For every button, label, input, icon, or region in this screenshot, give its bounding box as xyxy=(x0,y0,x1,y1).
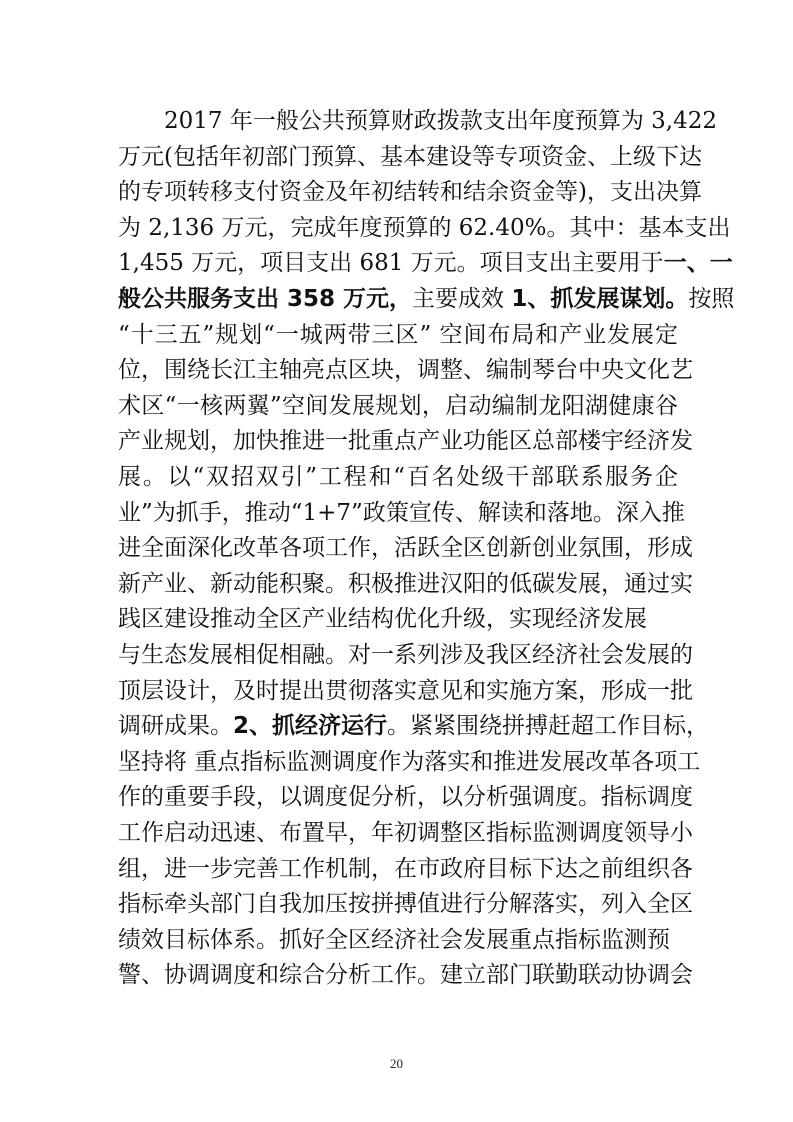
text-segment: 业”为抓手，推动“1+7”政策宣传、解读和落地。深入推 xyxy=(118,500,685,526)
text-segment: 新产业、新动能积聚。积极推进汉阳的低碳发展，通过实 xyxy=(118,571,693,597)
text-line xyxy=(118,460,678,494)
text-line xyxy=(118,140,702,174)
text-line xyxy=(118,852,693,886)
text-segment: 为 2,136 万元，完成年度预算的 62.40%。其中：基本支出 xyxy=(118,215,731,241)
bold-text-segment: 1、抓发展谋划。 xyxy=(511,286,689,312)
text-line xyxy=(118,567,693,601)
text-segment: 组，进一步完善工作机制，在市政府目标下达之前组织各 xyxy=(118,856,693,882)
text-segment: 的专项转移支付资金及年初结转和结余资金等)，支出决算 xyxy=(118,179,702,205)
text-line xyxy=(118,282,735,316)
bold-text-segment: 般公共服务支出 358 万元， xyxy=(118,286,413,312)
text-line xyxy=(118,709,710,743)
text-segment: 坚持将 重点指标监测调度作为落实和推进发展改革各项工 xyxy=(118,749,701,775)
text-segment: 践区建设推动全区产业结构优化升级，实现经济发展 xyxy=(118,606,647,632)
text-line xyxy=(118,602,678,636)
text-line xyxy=(118,780,693,814)
text-line xyxy=(118,923,678,957)
text-segment: 与生态发展相促相融。对一系列涉及我区经济社会发展的 xyxy=(118,642,693,668)
text-segment: 。紧紧围绕拼搏赶超工作目标， xyxy=(387,713,710,739)
bold-text-segment: 2、抓经济运行 xyxy=(233,713,388,739)
text-line xyxy=(118,318,678,352)
text-segment: 顶层设计，及时提出贯彻落实意见和实施方案，形成一批 xyxy=(118,678,693,704)
text-line xyxy=(118,496,685,530)
text-segment: 指标牵头部门自我加压按拼搏值进行分解落实，列入全区 xyxy=(118,891,693,917)
text-line xyxy=(118,745,701,779)
text-line xyxy=(118,424,693,458)
text-segment: 2017 年一般公共预算财政拨款支出年度预算为 3,422 xyxy=(164,108,717,134)
text-line xyxy=(118,816,693,850)
page-number: 20 xyxy=(390,1056,403,1071)
text-line xyxy=(118,175,702,209)
text-segment: 调研成果。 xyxy=(118,713,233,739)
text-line xyxy=(118,958,693,992)
text-segment: 主要成效 xyxy=(412,286,512,312)
text-segment: “十三五”规划“一城两带三区” 空间布局和产业发展定 xyxy=(118,322,678,348)
text-line xyxy=(164,104,717,138)
text-segment: 按照 xyxy=(688,286,735,312)
text-segment: 绩效目标体系。抓好全区经济社会发展重点指标监测预 xyxy=(118,927,670,953)
text-line xyxy=(118,389,678,423)
text-segment: 产业规划，加快推进一批重点产业功能区总部楼宇经济发 xyxy=(118,428,693,454)
text-segment: 1,455 万元，项目支出 681 万元。项目支出主要用于 xyxy=(118,250,664,276)
text-segment: 位，围绕长江主轴亮点区块，调整、编制琴台中央文化艺 xyxy=(118,357,693,383)
text-segment: 进全面深化改革各项工作，活跃全区创新创业氛围，形成 xyxy=(118,535,693,561)
text-segment: 展。以“双招双引”工程和“百名处级干部联系服务企 xyxy=(118,464,678,490)
text-line xyxy=(118,353,693,387)
text-line xyxy=(118,674,693,708)
text-segment: 万元(包括年初部门预算、基本建设等专项资金、上级下达 xyxy=(118,144,702,170)
text-line xyxy=(118,246,733,280)
text-segment: 警、协调调度和综合分析工作。建立部门联勤联动协调会 xyxy=(118,962,693,988)
bold-text-segment: 一、一 xyxy=(663,250,733,276)
text-segment: 工作启动迅速、布置早，年初调整区指标监测调度领导小 xyxy=(118,820,693,846)
text-segment: 术区“一核两翼”空间发展规划，启动编制龙阳湖健康谷 xyxy=(118,393,678,419)
text-line xyxy=(118,887,693,921)
text-line xyxy=(118,638,693,672)
text-line xyxy=(118,211,731,245)
text-segment: 作的重要手段，以调度促分析，以分析强调度。指标调度 xyxy=(118,784,693,810)
text-line xyxy=(118,531,693,565)
